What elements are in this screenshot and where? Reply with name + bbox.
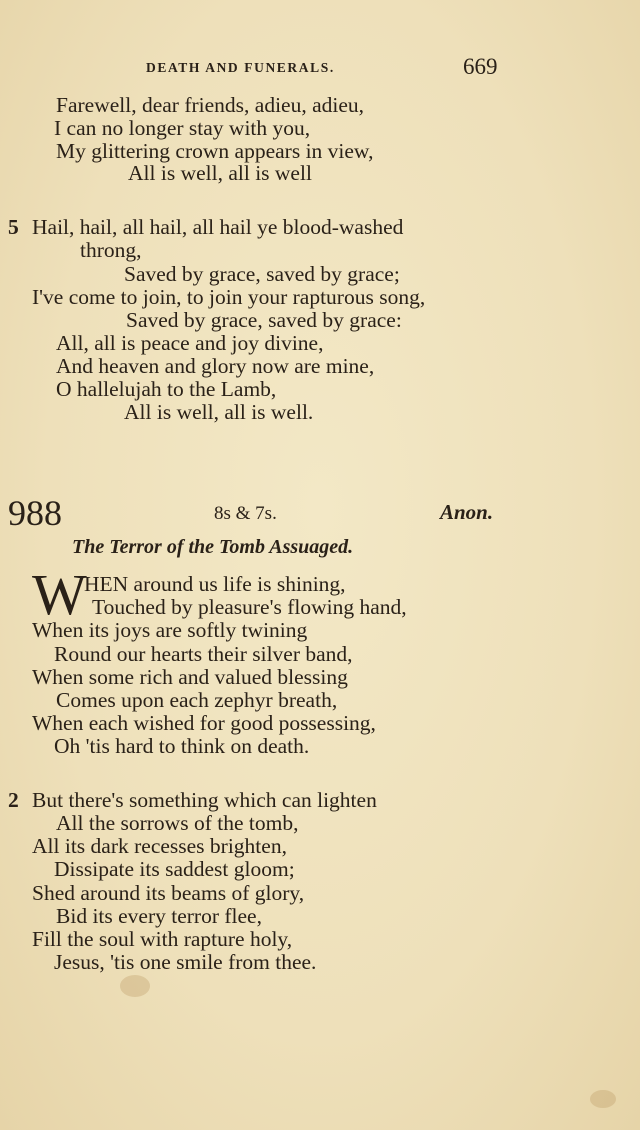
verse-line: Farewell, dear friends, adieu, adieu, xyxy=(56,93,365,117)
verse-line: Dissipate its saddest gloom; xyxy=(54,857,295,881)
verse-line: Comes upon each zephyr breath, xyxy=(56,688,338,712)
page-number: 669 xyxy=(463,54,498,79)
verse-line: Hail, hail, all hail, all hail ye blood-washed xyxy=(32,215,404,239)
verse-line: Jesus, 'tis one smile from thee. xyxy=(54,950,317,974)
hymn-title: The Terror of the Tomb Assuaged. xyxy=(72,536,354,558)
verse-line: Oh 'tis hard to think on death. xyxy=(54,734,310,758)
verse-line: HEN around us life is shining, xyxy=(84,572,346,596)
verse-line: Saved by grace, saved by grace; xyxy=(124,262,400,286)
verse-line: All is well, all is well. xyxy=(124,400,314,424)
running-header xyxy=(0,54,640,82)
verse-line: Shed around its beams of glory, xyxy=(32,881,305,905)
verse-line: My glittering crown appears in view, xyxy=(56,139,374,163)
hymn-number: 988 xyxy=(8,493,62,533)
stanza-number: 2 xyxy=(8,788,19,812)
verse-line: Round our hearts their silver band, xyxy=(54,642,353,666)
stanza-number: 5 xyxy=(8,215,19,239)
verse-line: I can no longer stay with you, xyxy=(54,116,311,140)
verse-line: But there's something which can lighten xyxy=(32,788,377,812)
verse-line: When each wished for good possessing, xyxy=(32,711,376,735)
header-title: DEATH AND FUNERALS. xyxy=(146,60,335,75)
verse-line: Fill the soul with rapture holy, xyxy=(32,927,293,951)
paper-stain xyxy=(120,975,150,997)
paper-stain xyxy=(590,1090,616,1108)
verse-line: All, all is peace and joy divine, xyxy=(56,331,324,355)
verse-line: All the sorrows of the tomb, xyxy=(56,811,299,835)
verse-line: When some rich and valued blessing xyxy=(32,665,348,689)
verse-line: O hallelujah to the Lamb, xyxy=(56,377,277,401)
verse-line: Bid its every terror flee, xyxy=(56,904,262,928)
verse-line: All its dark recesses brighten, xyxy=(32,834,287,858)
verse-line: I've come to join, to join your rapturous song, xyxy=(32,285,426,309)
verse-line: All is well, all is well xyxy=(128,161,312,185)
verse-line: Touched by pleasure's flowing hand, xyxy=(92,595,407,619)
verse-line: Saved by grace, saved by grace: xyxy=(126,308,402,332)
hymn-meter: 8s & 7s. xyxy=(214,503,277,524)
drop-cap: W xyxy=(32,562,87,627)
verse-line: When its joys are softly twining xyxy=(32,618,308,642)
hymn-author: Anon. xyxy=(440,500,494,524)
verse-line: throng, xyxy=(80,238,142,262)
verse-line: And heaven and glory now are mine, xyxy=(56,354,375,378)
